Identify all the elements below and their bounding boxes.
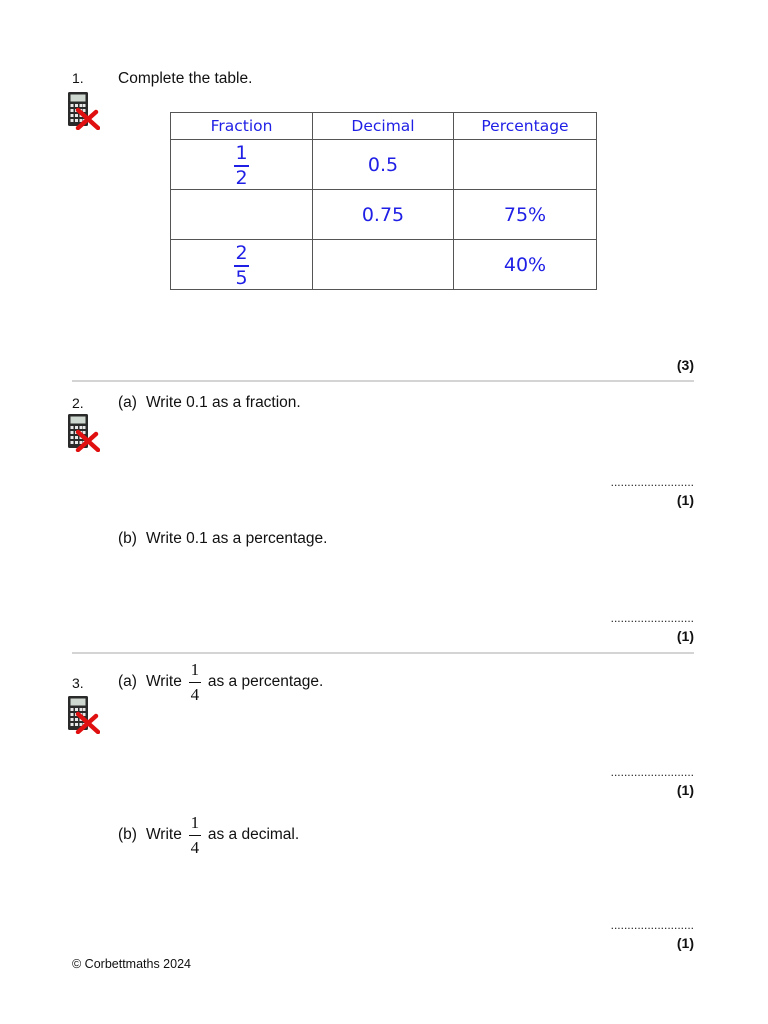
- conversion-table: [170, 112, 597, 290]
- question-1-text: Complete the table.: [118, 70, 253, 87]
- fraction-one-half: [234, 141, 249, 189]
- table-cell-percentage: 40%: [454, 240, 597, 290]
- table-row: [171, 240, 597, 290]
- table-row: [171, 140, 597, 190]
- fraction-numerator: 1: [235, 141, 248, 164]
- question-3b: [118, 814, 299, 856]
- question-2b: [118, 530, 327, 548]
- part-label: (a): [118, 394, 137, 411]
- question-1-marks: (3): [676, 357, 694, 373]
- fraction-numerator: 2: [235, 241, 248, 264]
- table-cell-decimal: 0.5: [313, 140, 454, 190]
- fraction-two-fifths: [234, 241, 249, 289]
- table-row: [171, 190, 597, 240]
- fraction-denominator: 4: [190, 838, 200, 857]
- question-3a: [118, 661, 323, 703]
- fraction-numerator: 1: [190, 813, 200, 832]
- question-1-number: 1.: [72, 70, 84, 86]
- fraction-denominator: 5: [235, 266, 248, 289]
- question-3b-pre: Write: [145, 826, 182, 843]
- question-2a-text: Write 0.1 as a fraction.: [145, 394, 301, 411]
- table-cell-decimal: 0.75: [313, 190, 454, 240]
- no-calculator-icon: [66, 412, 100, 452]
- fraction-one-quarter: [189, 661, 201, 703]
- table-header-decimal: Decimal: [313, 113, 454, 140]
- question-2a-marks: (1): [676, 492, 694, 508]
- question-3a-post: as a percentage.: [207, 673, 324, 690]
- fraction-denominator: 4: [190, 685, 200, 704]
- answer-line[interactable]: .........................: [610, 475, 694, 489]
- no-calculator-icon: [66, 90, 100, 130]
- table-cell-percentage: 75%: [454, 190, 597, 240]
- divider: [72, 652, 694, 654]
- question-3a-marks: (1): [676, 782, 694, 798]
- question-2a: [118, 394, 301, 412]
- question-3-number: 3.: [72, 675, 84, 691]
- table-cell-fraction: [171, 240, 313, 290]
- answer-line[interactable]: .........................: [610, 611, 694, 625]
- table-header-percentage: Percentage: [454, 113, 597, 140]
- question-2b-marks: (1): [676, 628, 694, 644]
- question-2b-text: Write 0.1 as a percentage.: [145, 530, 328, 547]
- part-label: (b): [118, 530, 137, 547]
- answer-line[interactable]: .........................: [610, 918, 694, 932]
- question-3b-post: as a decimal.: [207, 826, 300, 843]
- table-cell-decimal[interactable]: [313, 240, 454, 290]
- table-cell-fraction: [171, 140, 313, 190]
- question-3a-pre: Write: [145, 673, 182, 690]
- question-2-number: 2.: [72, 395, 84, 411]
- fraction-denominator: 2: [235, 166, 248, 189]
- part-label: (a): [118, 673, 137, 690]
- table-cell-fraction[interactable]: [171, 190, 313, 240]
- fraction-one-quarter: [189, 814, 201, 856]
- fraction-numerator: 1: [190, 660, 200, 679]
- divider: [72, 380, 694, 382]
- part-label: (b): [118, 826, 137, 843]
- table-cell-percentage[interactable]: [454, 140, 597, 190]
- no-calculator-icon: [66, 694, 100, 734]
- question-3b-marks: (1): [676, 935, 694, 951]
- copyright-footer: © Corbettmaths 2024: [72, 957, 191, 971]
- table-header-fraction: Fraction: [171, 113, 313, 140]
- answer-line[interactable]: .........................: [610, 765, 694, 779]
